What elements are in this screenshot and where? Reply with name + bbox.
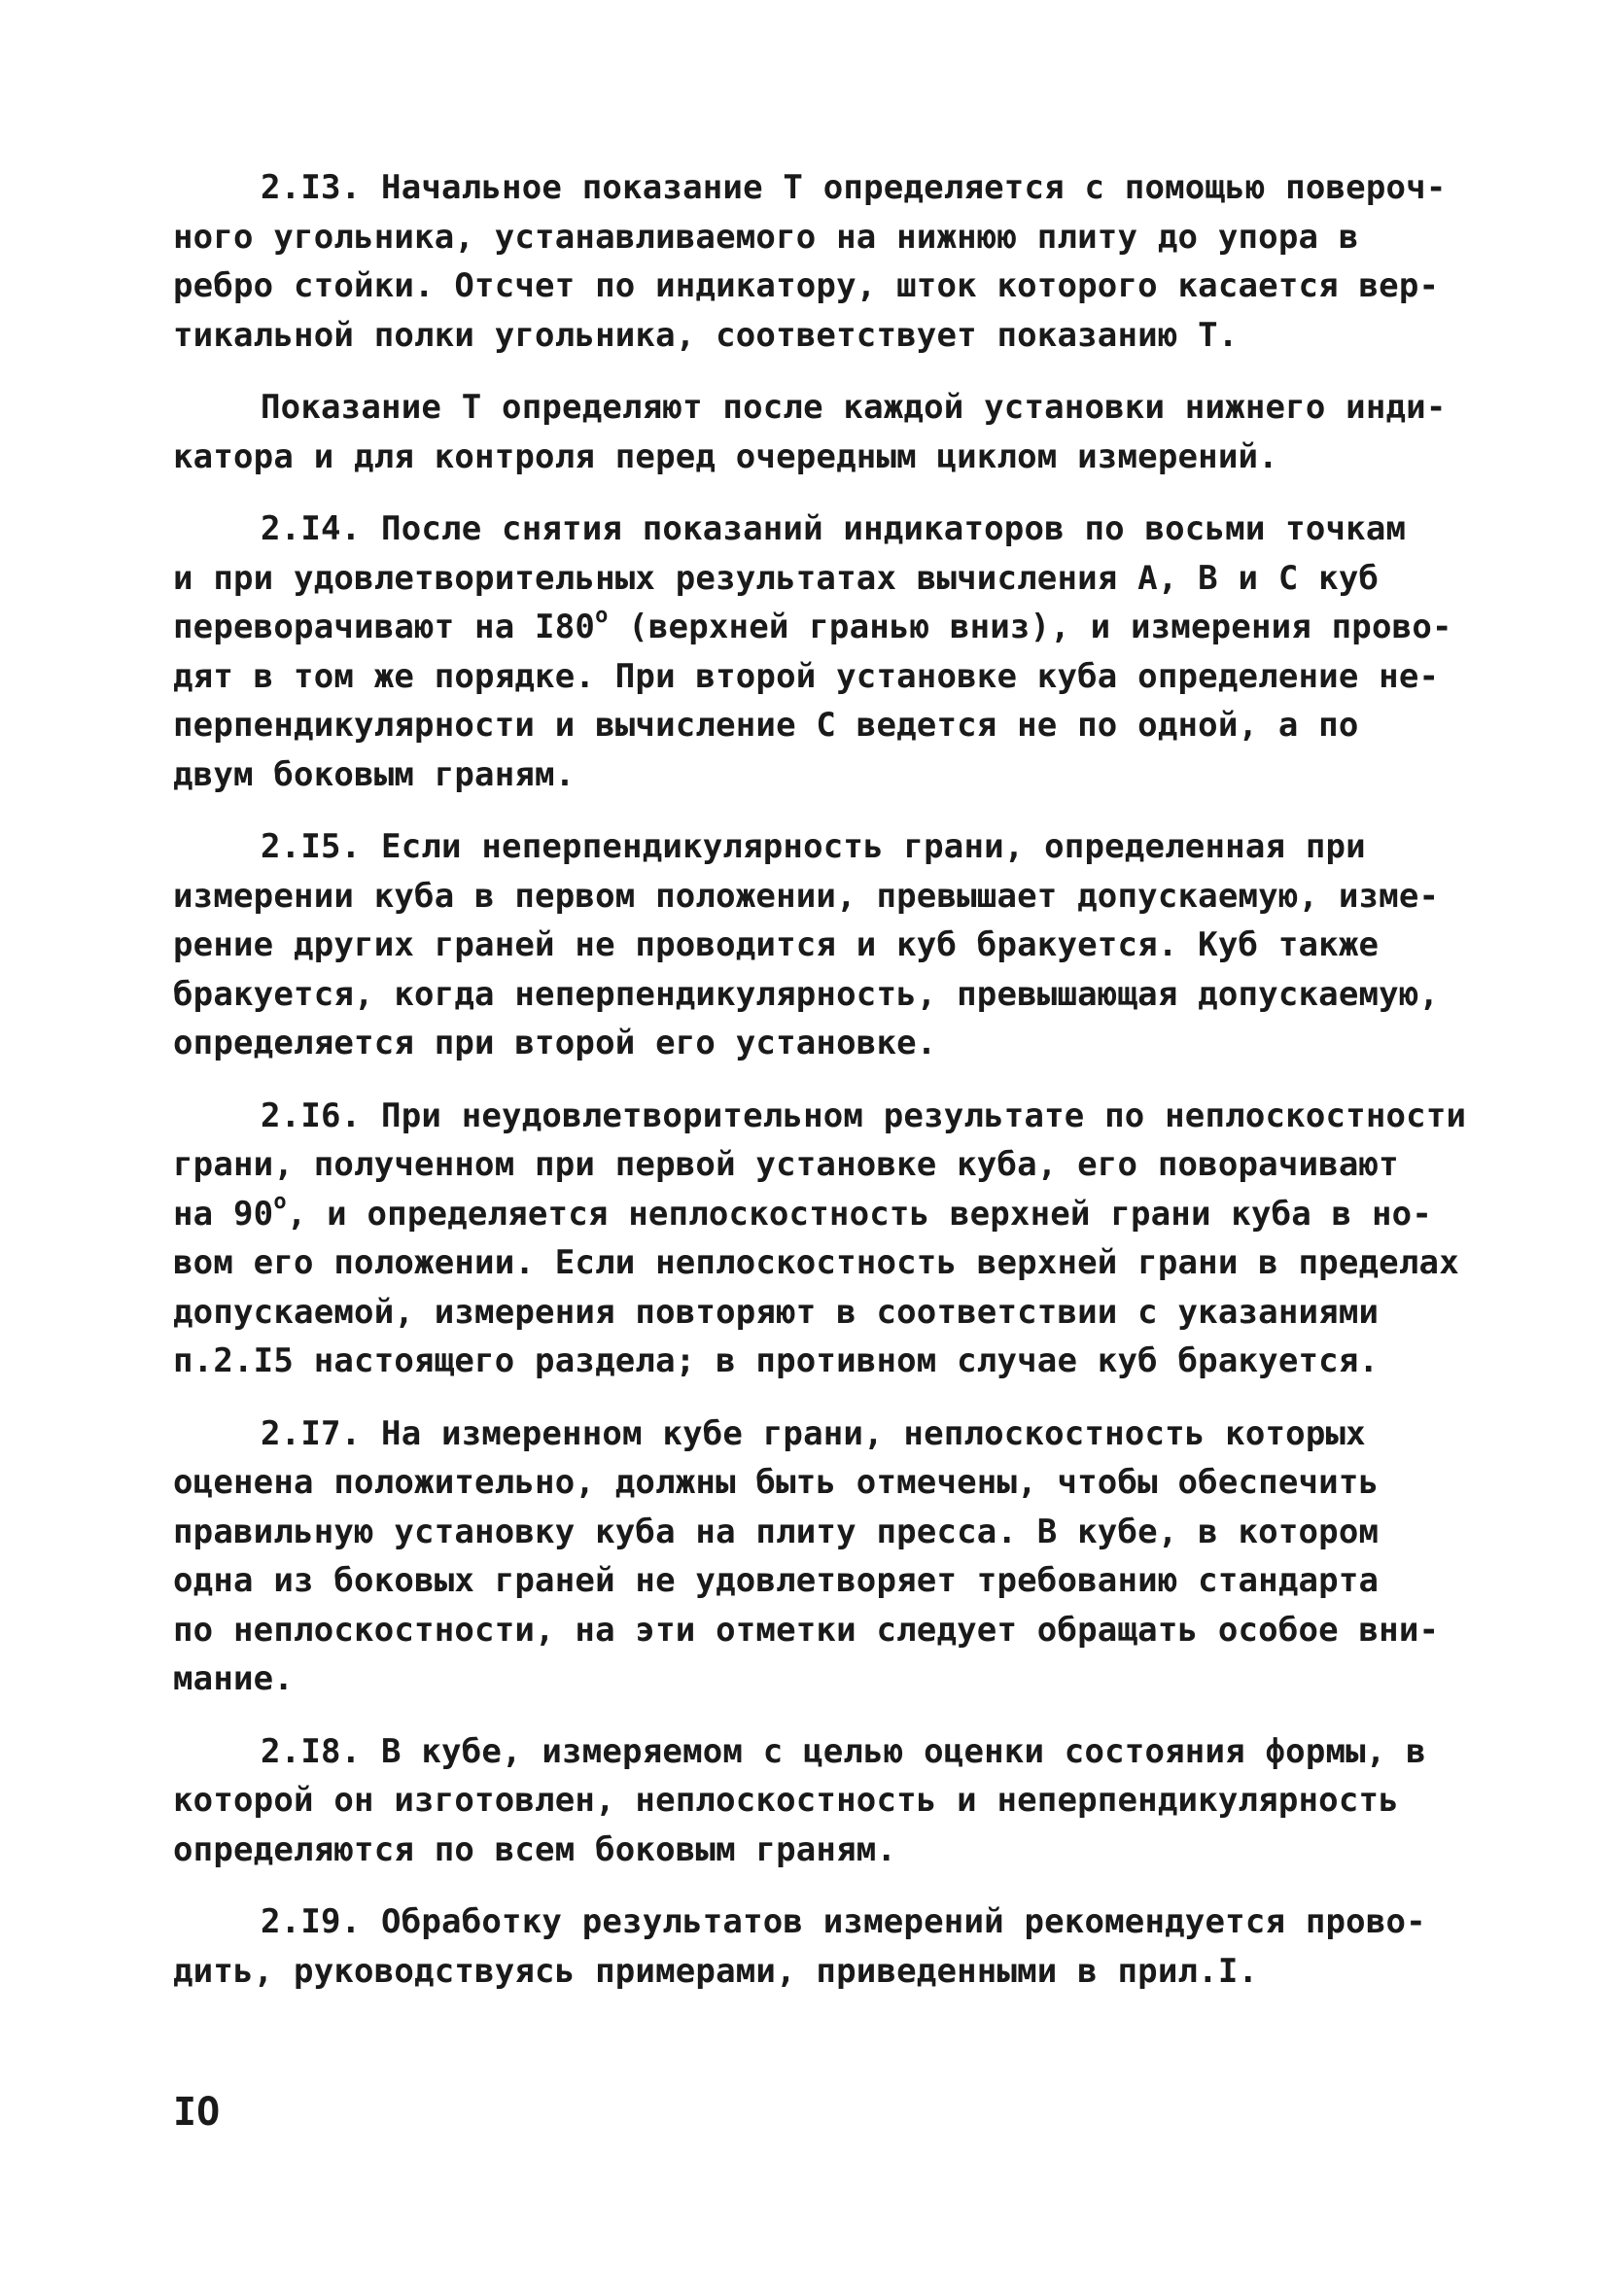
text-line: грани, полученном при первой установке куба, его поворачивают [173, 1145, 1399, 1184]
degree-superscript: o [595, 603, 609, 628]
text-line: 2.I4. После снятия показаний индикаторов по восьми точкам [261, 509, 1407, 548]
text-line: 2.I7. На измеренном кубе грани, неплоскостность которых [261, 1413, 1366, 1453]
paragraph-2-16 [173, 1092, 1467, 1386]
text-fragment: , и определяется неплоскостность верхней грани куба в но- [286, 1194, 1432, 1234]
text-line: оценена положительно, должны быть отмечены, чтобы обеспечить [173, 1463, 1380, 1502]
text-line: которой он изготовлен, неплоскостность и неперпендикулярность [173, 1781, 1399, 1820]
text-line: 2.I5. Если неперпендикулярность грани, определенная при [261, 827, 1366, 866]
text-line [173, 603, 1452, 652]
text-line: перпендикулярности и вычисление С ведется не по одной, а по [173, 706, 1359, 745]
paragraph-2-14 [173, 504, 1452, 799]
text-line: 2.I3. Начальное показание Т определяется с помощью повероч- [261, 168, 1447, 207]
text-line: Показание Т определяют после каждой установки нижнего инди- [261, 388, 1447, 427]
paragraph-2-19 [173, 1897, 1437, 1996]
body-text [173, 163, 1467, 2019]
text-line: ребро стойки. Отсчет по индикатору, шток которого касается вер- [173, 266, 1440, 305]
text-fragment: на 90 [173, 1194, 274, 1234]
degree-superscript: o [273, 1190, 287, 1215]
text-line: допускаемой, измерения повторяют в соответствии с указаниями [173, 1292, 1380, 1332]
text-line: тикальной полки угольника, соответствует показанию Т. [173, 315, 1239, 355]
text-line: по неплоскостности, на эти отметки следует обращать особое вни- [173, 1610, 1440, 1650]
text-line: дят в том же порядке. При второй установке куба определение не- [173, 656, 1440, 696]
text-line: 2.I6. При неудовлетворительном результате по неплоскостности [261, 1096, 1467, 1135]
page-number: IO [173, 2090, 221, 2135]
text-line: п.2.I5 настоящего раздела; в противном случае куб бракуется. [173, 1341, 1380, 1380]
text-line: мание. [173, 1659, 295, 1698]
text-line: катора и для контроля перед очередным циклом измерений. [173, 436, 1278, 476]
text-line: одна из боковых граней не удовлетворяет требованию стандарта [173, 1561, 1380, 1600]
text-line: измерении куба в первом положении, превышает допускаемую, изме- [173, 876, 1440, 916]
text-line: правильную установку куба на плиту пресса. В кубе, в котором [173, 1512, 1380, 1551]
text-line: двум боковым граням. [173, 754, 576, 794]
text-line: вом его положении. Если неплоскостность верхней грани в пределах [173, 1243, 1459, 1282]
text-line: определяются по всем боковым граням. [173, 1829, 897, 1869]
paragraph-2-17 [173, 1409, 1440, 1704]
text-line: рение других граней не проводится и куб бракуется. Куб также [173, 925, 1380, 964]
paragraph-2-13 [173, 163, 1447, 360]
text-line: бракуется, когда неперпендикулярность, превышающая допускаемую, [173, 974, 1440, 1014]
text-line [173, 1190, 1437, 1239]
text-line: 2.I9. Обработку результатов измерений рекомендуется прово- [261, 1902, 1426, 1941]
paragraph-2-18 [173, 1727, 1437, 1875]
text-line: определяется при второй его установке. [173, 1024, 937, 1062]
text-line: и при удовлетворительных результатах вычисления А, В и С куб [173, 558, 1380, 598]
paragraph-2-13-continued [173, 383, 1447, 481]
paragraph-2-15 [173, 822, 1440, 1068]
text-fragment: (верхней гранью вниз), и измерения прово- [608, 608, 1452, 646]
text-line: 2.I8. В кубе, измеряемом с целью оценки состояния формы, в [261, 1731, 1426, 1771]
text-line: дить, руководствуясь примерами, приведенными в прил.I. [173, 1951, 1259, 1991]
text-line: ного угольника, устанавливаемого на нижнюю плиту до упора в [173, 217, 1359, 257]
text-fragment: переворачивают на I80 [173, 608, 596, 646]
